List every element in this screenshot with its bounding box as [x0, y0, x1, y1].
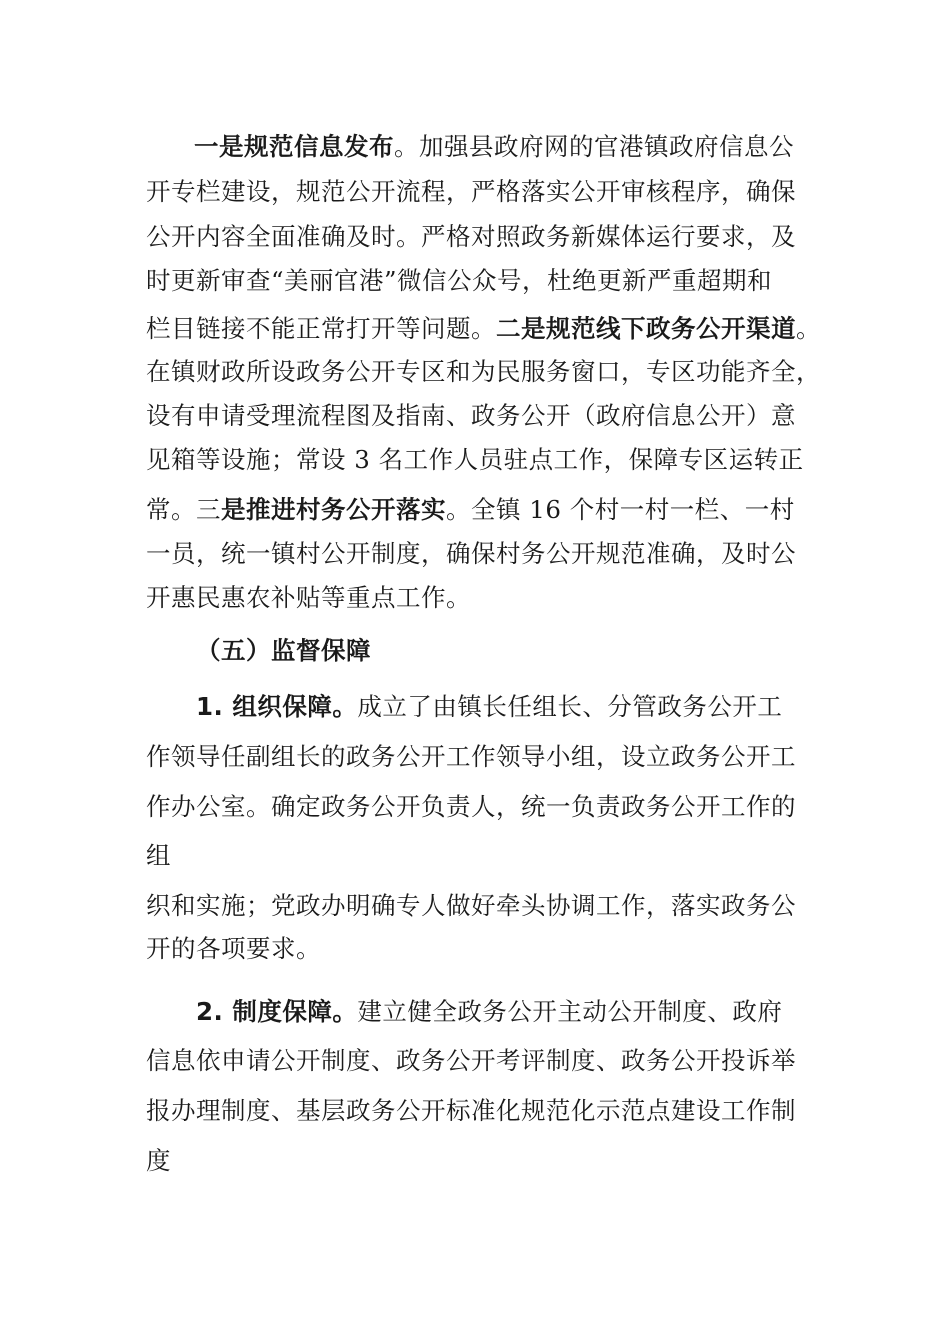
paragraph-line — [196, 996, 782, 1028]
paragraph-line — [146, 791, 796, 823]
line-text: 开专栏建设，规范公开流程，严格落实公开审核程序，确保 — [146, 177, 796, 206]
paragraph-line — [194, 131, 794, 163]
line-text: 常。三 — [146, 495, 221, 524]
paragraph-line — [146, 356, 821, 388]
bold-heading: 一是规范信息发布 — [194, 132, 394, 161]
paragraph-line — [146, 1045, 796, 1077]
line-text: 度 — [146, 1146, 171, 1175]
paragraph-line — [146, 265, 772, 297]
paragraph-line — [146, 1145, 171, 1177]
line-text: 信息依申请公开制度、政务公开考评制度、政务公开投诉举 — [146, 1046, 796, 1075]
line-text: 时更新审查“美丽官港”微信公众号，杜绝更新严重超期和 — [146, 266, 773, 295]
line-text: 开惠民惠农补贴等重点工作。 — [146, 583, 471, 612]
line-text: 作领导任副组长的政务公开工作领导小组，设立政务公开工 — [146, 742, 796, 771]
paragraph-line — [146, 582, 471, 614]
paragraph-line — [146, 890, 796, 922]
line-text: 组 — [146, 841, 171, 870]
bold-heading: 是推进村务公开落实 — [221, 495, 446, 524]
paragraph-line — [146, 538, 796, 570]
section-title: （五）监督保障 — [196, 636, 371, 665]
line-text: 。加强县政府网的官港镇政府信息公 — [394, 132, 794, 161]
line-text: 建立健全政务公开主动公开制度、政府 — [357, 997, 783, 1026]
line-tail: 。 — [796, 314, 821, 343]
paragraph-line — [146, 221, 796, 253]
line-text: 开的各项要求。 — [146, 934, 321, 963]
paragraph-line — [146, 313, 821, 345]
bold-heading: 2. 制度保障。 — [196, 997, 358, 1026]
section-heading — [196, 635, 371, 667]
line-text: 见箱等设施；常设 3 名工作人员驻点工作，保障专区运转正 — [146, 445, 804, 474]
paragraph-line — [196, 691, 782, 723]
paragraph-line — [146, 444, 804, 476]
line-text: 织和实施；党政办明确专人做好牵头协调工作，落实政务公 — [146, 891, 796, 920]
paragraph-line — [146, 400, 796, 432]
line-text: 作办公室。确定政务公开负责人，统一负责政务公开工作的 — [146, 792, 796, 821]
paragraph-line — [146, 176, 796, 208]
line-text: 设有申请受理流程图及指南、政务公开（政府信息公开）意 — [146, 401, 796, 430]
line-text: 一员，统一镇村公开制度，确保村务公开规范准确，及时公 — [146, 539, 796, 568]
line-text: 在镇财政所设政务公开专区和为民服务窗口，专区功能齐全， — [146, 357, 821, 386]
paragraph-line — [146, 494, 795, 526]
line-tail: 。全镇 16 个村一村一栏、一村 — [446, 495, 795, 524]
line-text: 栏目链接不能正常打开等问题。 — [146, 314, 496, 343]
line-text: 报办理制度、基层政务公开标准化规范化示范点建设工作制 — [146, 1096, 796, 1125]
paragraph-line — [146, 840, 171, 872]
paragraph-line — [146, 933, 321, 965]
bold-heading: 二是规范线下政务公开渠道 — [496, 314, 796, 343]
paragraph-line — [146, 741, 796, 773]
line-text: 成立了由镇长任组长、分管政务公开工 — [357, 692, 783, 721]
line-text: 公开内容全面准确及时。严格对照政务新媒体运行要求，及 — [146, 222, 796, 251]
paragraph-line — [146, 1095, 796, 1127]
bold-heading: 1. 组织保障。 — [196, 692, 358, 721]
